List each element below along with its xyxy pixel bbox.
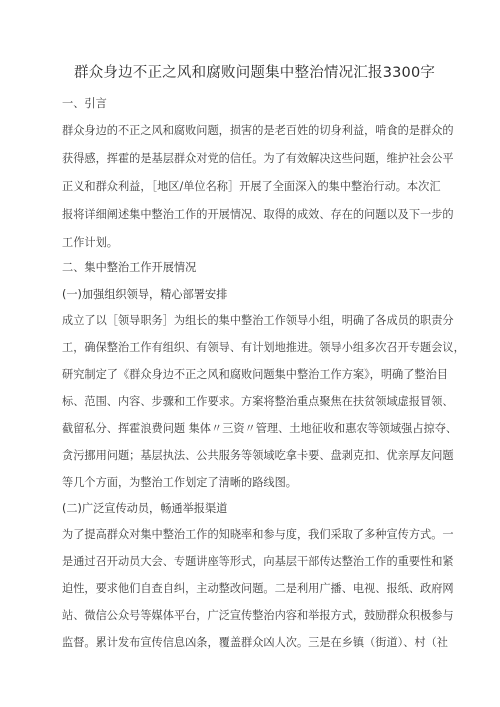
paragraph-line: 正义和群众利益，［地区/单位名称］开展了全面深入的集中整治行动。本次汇 (62, 180, 441, 193)
paragraph-line: 贪污挪用问题；基层执法、公共服务等领域吃拿卡要、盘剥克扣、优亲厚友问题 (62, 449, 454, 462)
paragraph-line: 监督。累计发布宣传信息凶条，覆盖群众凶人次。三是在乡镇（街道）、村（社 (62, 636, 448, 649)
paragraph-line: 研究制定了《群众身边不正之风和腐败问题集中整治工作方案》，明确了整治目 (62, 368, 448, 381)
paragraph-line: 标、范围、内容、步骤和工作要求。方案将整治重点聚焦在扶贫领域虚报冒领、 (62, 395, 454, 408)
paragraph-line: 截留私分、挥霍浪费问题 集体〃三资〃管理、土地征收和惠农等领域强占掠夺、 (62, 422, 458, 435)
paragraph-line: 获得感，挥霍的是基层群众对党的信任。为了有效解决这些问题，维护社会公平 (62, 152, 454, 165)
paragraph-line: 工，确保整治工作有组织、有领导、有计划地推进。领导小组多次召开专题会议， (62, 341, 465, 354)
section-heading-introduction: 一、引言 (62, 97, 107, 110)
subsection-heading-publicity: (二)广泛宣传动员，畅通举报渠道 (62, 502, 228, 515)
paragraph-line: 站、微信公众号等媒体平台，广泛宣传整治内容和举报方式，鼓励群众积极参与 (62, 609, 454, 622)
paragraph-line: 成立了以［领导职务］为组长的集中整治工作领导小组，明确了各成员的职责分 (62, 314, 454, 327)
paragraph-line: 工作计划。 (62, 236, 118, 249)
paragraph-line: 报将详细阐述集中整治工作的开展情况、取得的成效、存在的问题以及下一步的 (62, 208, 454, 221)
paragraph-line: 是通过召开动员大会、专题讲座等形式，向基层干部传达整治工作的重要性和紧 (62, 555, 454, 568)
section-heading-work-progress: 二、集中整治工作开展情况 (62, 261, 197, 274)
paragraph-line: 迫性，要求他们自查自纠，主动整改问题。二是利用广播、电视、报纸、政府网 (62, 582, 454, 595)
paragraph-line: 群众身边的不正之风和腐败问题，损害的是老百姓的切身利益，啃食的是群众的 (62, 124, 454, 137)
paragraph-line: 等几个方面，为整治工作划定了清晰的路线图。 (62, 476, 297, 489)
paragraph-line: 为了提高群众对集中整治工作的知晓率和参与度，我们采取了多种宣传方式。一 (62, 528, 454, 541)
document-title: 群众身边不正之风和腐败问题集中整治情况汇报3300字 (74, 65, 436, 81)
subsection-heading-organization: (一)加强组织领导，精心部署安排 (62, 288, 228, 301)
